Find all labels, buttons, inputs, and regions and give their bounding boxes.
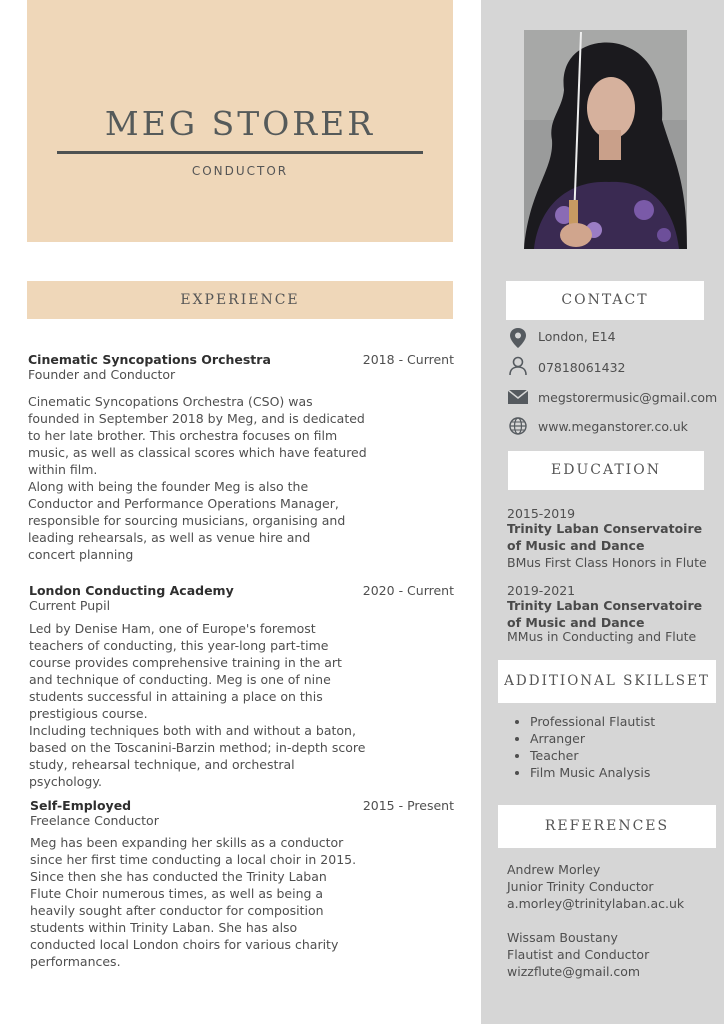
skill-item: • Arranger — [530, 730, 708, 747]
title-divider — [57, 151, 423, 154]
job-role: Freelance Conductor — [30, 813, 159, 828]
job-dates: 2015 - Present — [362, 798, 454, 813]
reference-name: Wissam Boustany — [507, 930, 618, 945]
skill-item: • Teacher — [530, 747, 708, 764]
contact-email[interactable]: megstorermusic@gmail.com — [538, 390, 718, 405]
reference-title: Junior Trinity Conductor — [507, 879, 654, 894]
job-dates: 2020 - Current — [362, 583, 454, 598]
education-years: 2019-2021 — [507, 583, 576, 598]
contact-location: London, E14 — [538, 329, 616, 344]
skills-list — [508, 713, 708, 781]
reference-name: Andrew Morley — [507, 862, 601, 877]
location-pin-icon — [509, 328, 527, 348]
job-description: Meg has been expanding her skills as a conductor since her first time conducting a local choir in 2015. Since then she has conducted the Trinity Laban Flute Choir numerous times, as well as being a heavily sought after conductor for composition students within Trinity Laban. She has also conducted local London choirs for various charity performances. — [30, 835, 357, 969]
job-org: London Conducting Academy — [29, 583, 234, 598]
job-org: Self-Employed — [30, 798, 132, 813]
education-heading: EDUCATION — [508, 451, 704, 490]
job-description: Along with being the founder Meg is also the Conductor and Performance Operations Manager, responsible for sourcing musicians, organising and leading rehearsals, as well as venue hire and concert planning — [28, 479, 346, 562]
job-subtitle: CONDUCTOR — [191, 164, 289, 178]
job-description: Including techniques both with and without a baton, based on the Toscanini-Barzin method; in-depth score study, rehearsal technique, and orchestral psychology. — [29, 723, 366, 789]
reference-title: Flautist and Conductor — [507, 947, 650, 962]
experience-heading: EXPERIENCE — [180, 292, 300, 308]
person-icon — [508, 356, 528, 376]
globe-icon — [509, 417, 527, 435]
job-description: Cinematic Syncopations Orchestra (CSO) was founded in September 2018 by Meg, and is dedicated to her late brother. This orchestra focuses on film music, as well as classical scores which have featured within film. — [28, 394, 367, 477]
contact-website[interactable]: www.meganstorer.co.uk — [538, 419, 688, 434]
skill-item: • Film Music Analysis — [530, 764, 708, 781]
reference-email[interactable]: wizzflute@gmail.com — [507, 964, 641, 979]
references-heading: REFERENCES — [498, 805, 716, 848]
page-title: MEG STORER — [104, 104, 376, 143]
contact-heading: CONTACT — [506, 281, 704, 320]
job-dates: 2018 - Current — [362, 352, 454, 367]
envelope-icon — [508, 390, 528, 404]
education-school: Trinity Laban Conservatoire of Music and Dance — [507, 598, 703, 630]
job-description: Led by Denise Ham, one of Europe's foremost teachers of conducting, this year-long part-time course provides comprehensive training in the art and technique of conducting. Meg is one of nine students successful in attaining a place on this prestigious course. — [29, 621, 342, 721]
education-years: 2015-2019 — [507, 506, 576, 521]
skill-item: • Professional Flautist — [530, 713, 708, 730]
job-org: Cinematic Syncopations Orchestra — [28, 352, 271, 367]
contact-phone: 07818061432 — [538, 360, 626, 375]
education-degree: BMus First Class Honors in Flute — [507, 555, 707, 570]
skills-heading: ADDITIONAL SKILLSET — [498, 660, 716, 703]
education-degree: MMus in Conducting and Flute — [507, 629, 697, 644]
profile-photo — [524, 30, 687, 249]
job-role: Founder and Conductor — [28, 367, 176, 382]
reference-email[interactable]: a.morley@trinitylaban.ac.uk — [507, 896, 685, 911]
education-school: Trinity Laban Conservatoire of Music and Dance — [507, 521, 703, 553]
job-role: Current Pupil — [29, 598, 111, 613]
